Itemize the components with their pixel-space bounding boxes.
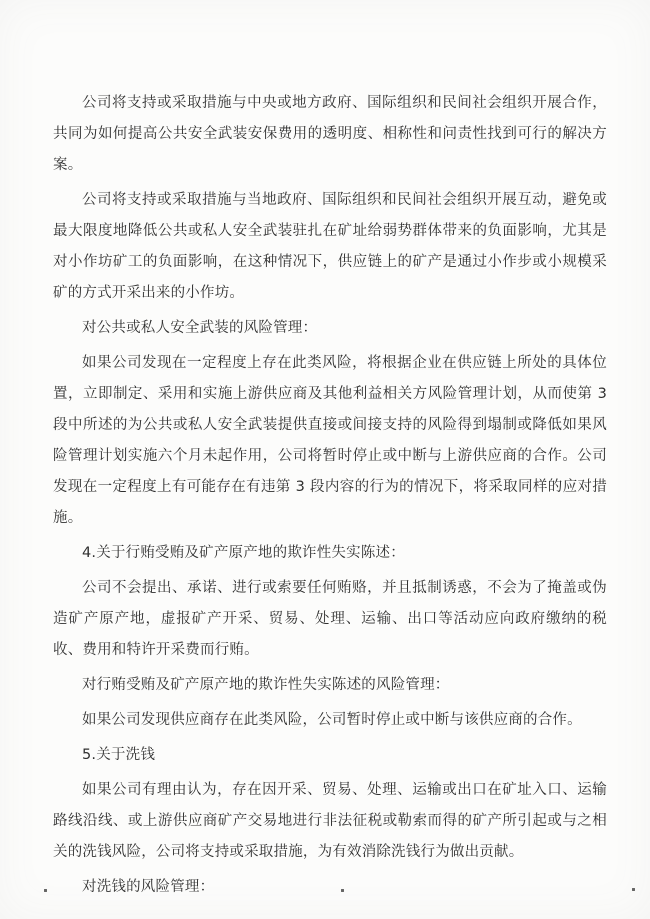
para-bribery-commitment: 公司不会提出、承诺、进行或索要任何贿赂，并且抵制诱惑，不会为了掩盖或伪造矿产原产地，虚报矿产开采、贸易、处理、运输、出口等活动应向政府缴纳的税收、费用和特许开采费而行贿。 (53, 580, 607, 658)
heading-security-forces-risk-management: 对公共或私人安全武装的风险管理： (82, 320, 318, 336)
para-money-laundering-commitment: 如果公司有理由认为，存在因开采、贸易、处理、运输或出口在矿址入口、运输路线沿线、或上游供应商矿产交易地进行非法征税或勒索而得的矿产所引起或与之相关的洗钱风险，公司将支持或采取措施，为有效消除洗钱行为做出贡献。 (53, 782, 607, 860)
heading-section5-money-laundering: 5.关于洗钱 (82, 747, 156, 763)
para-security-forces-risk-response: 如果公司发现在一定程度上存在此类风险，将根据企业在供应链上所处的具体位置，立即制定、采用和实施上游供应商及其他利益相关方风险管理计划，从而使第 3 段中所述的为公共或私人安全武装提供直接或间接支持的风险得到塌制或降低如果风险管理计划实施六个月未起作用，公司将暂时停止或中断与上游供应商的合作。公司发现在一定程度上有可能存在有违第 3 段内容的行为的情况下，将采取同样的应对措施。 (53, 355, 607, 526)
document-text-column (53, 88, 607, 907)
scan-artifact-dot (44, 889, 47, 892)
para-local-engagement-security-forces: 公司将支持或采取措施与当地政府、国际组织和民间社会组织开展互动，避免或最大限度地降低公共或私人安全武装驻扎在矿址给弱势群体带来的负面影响，尤其是对小作坊矿工的负面影响，在这种情况下，供应链上的矿产是通过小作步或小规模采矿的方式开采出来的小作坊。 (53, 192, 607, 301)
heading-bribery-risk-management: 对行贿受贿及矿产原产地的欺诈性失实陈述的风险管理： (82, 677, 450, 693)
heading-section4-bribery-misrepresentation: 4.关于行贿受贿及矿产原产地的欺诈性失实陈述： (82, 545, 405, 561)
para-government-cooperation: 公司将支持或采取措施与中央或地方政府、国际组织和民间社会组织开展合作，共同为如何提高公共安全武装安保费用的透明度、相称性和问责性找到可行的解决方案。 (53, 95, 607, 173)
heading-money-laundering-risk-management: 对洗钱的风险管理： (82, 879, 215, 895)
para-bribery-risk-response: 如果公司发现供应商存在此类风险，公司暂时停止或中断与该供应商的合作。 (82, 712, 582, 728)
scan-artifact-dot (341, 889, 344, 892)
scan-artifact-dot (632, 888, 635, 891)
